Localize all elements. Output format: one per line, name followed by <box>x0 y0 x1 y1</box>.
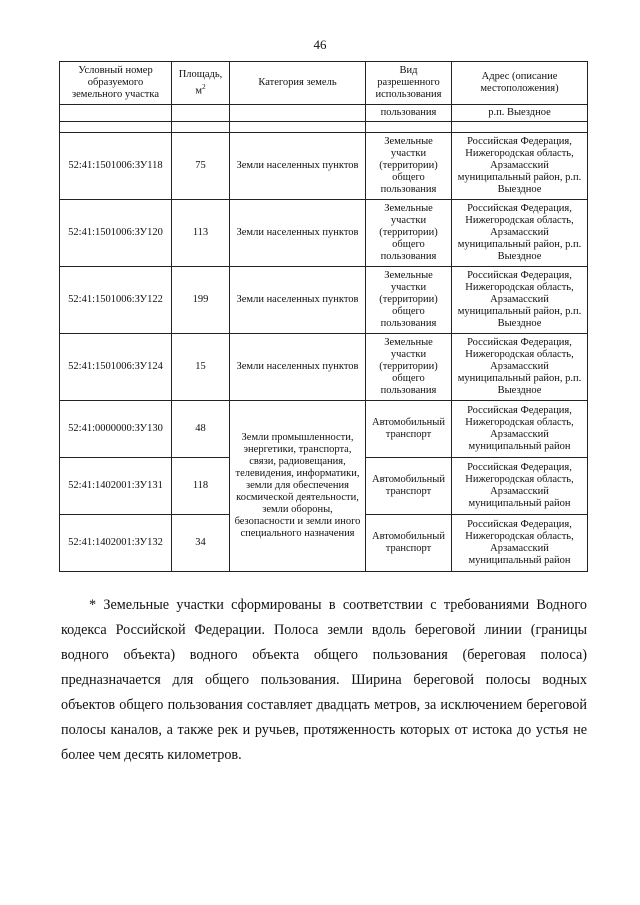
cell-number: 52:41:0000000:ЗУ130 <box>60 401 172 458</box>
cell-area: 34 <box>172 515 230 572</box>
continuation-row <box>60 105 588 122</box>
cell-use: Автомобильный транспорт <box>366 515 452 572</box>
cell-use: Земельные участки (территории) общего пользования <box>366 200 452 267</box>
header-use: Вид разрешенного использования <box>366 62 452 105</box>
empty-row <box>60 122 588 133</box>
footnote <box>61 593 587 768</box>
cell-use: пользования <box>366 105 452 122</box>
cell-category-merged: Земли промышленности, энергетики, транспорта, связи, радиовещания, телевидения, информатики, земли для обеспечения космической деятельности, земли обороны, безопасности и земли иного специального назначения <box>230 401 366 572</box>
cell-use: Автомобильный транспорт <box>366 401 452 458</box>
cell-category: Земли населенных пунктов <box>230 267 366 334</box>
cell-number: 52:41:1501006:ЗУ124 <box>60 334 172 401</box>
cell-area: 48 <box>172 401 230 458</box>
cell-area: 199 <box>172 267 230 334</box>
cell-number: 52:41:1402001:ЗУ131 <box>60 458 172 515</box>
cell-use: Земельные участки (территории) общего пользования <box>366 267 452 334</box>
cell-number: 52:41:1402001:ЗУ132 <box>60 515 172 572</box>
cell-use: Земельные участки (территории) общего пользования <box>366 133 452 200</box>
header-category: Категория земель <box>230 62 366 105</box>
cell-number: 52:41:1501006:ЗУ120 <box>60 200 172 267</box>
cell-address: р.п. Выездное <box>452 105 588 122</box>
cell-number: 52:41:1501006:ЗУ118 <box>60 133 172 200</box>
table-row <box>60 334 588 401</box>
cell-use: Земельные участки (территории) общего пользования <box>366 334 452 401</box>
cell-address: Российская Федерация, Нижегородская область, Арзамасский муниципальный район <box>452 458 588 515</box>
land-plots-table <box>59 61 588 572</box>
header-area: Площадь, $м^2$ <box>172 62 230 105</box>
table-row <box>60 401 588 458</box>
cell-number: 52:41:1501006:ЗУ122 <box>60 267 172 334</box>
cell-area: 75 <box>172 133 230 200</box>
cell-category: Земли населенных пунктов <box>230 334 366 401</box>
table-header-row <box>60 62 588 105</box>
table-row <box>60 200 588 267</box>
footnote-text: * Земельные участки сформированы в соответствии с требованиями Водного кодекса Российской Федерации. Полоса земли вдоль береговой линии (границы водного объекта) водного объекта общего пользования (береговая полоса) предназначается для общего пользования. Ширина береговой полосы водных объектов общего пользования составляет двадцать метров, за исключением береговой полосы каналов, а также рек и ручьев, протяженность которых от истока до устья не более чем десять километров. <box>61 597 587 763</box>
page-number: 46 <box>313 37 327 52</box>
cell-address: Российская Федерация, Нижегородская область, Арзамасский муниципальный район, р.п. Выездное <box>452 334 588 401</box>
cell-area: 118 <box>172 458 230 515</box>
header-address: Адрес (описание местоположения) <box>452 62 588 105</box>
cell-category: Земли населенных пунктов <box>230 200 366 267</box>
cell-address: Российская Федерация, Нижегородская область, Арзамасский муниципальный район <box>452 515 588 572</box>
cell-area: 113 <box>172 200 230 267</box>
table-row <box>60 267 588 334</box>
cell-address: Российская Федерация, Нижегородская область, Арзамасский муниципальный район <box>452 401 588 458</box>
cell-address: Российская Федерация, Нижегородская область, Арзамасский муниципальный район, р.п. Выездное <box>452 267 588 334</box>
cell-address: Российская Федерация, Нижегородская область, Арзамасский муниципальный район, р.п. Выездное <box>452 133 588 200</box>
cell-address: Российская Федерация, Нижегородская область, Арзамасский муниципальный район, р.п. Выездное <box>452 200 588 267</box>
header-number: Условный номер образуемого земельного участка <box>60 62 172 105</box>
cell-area: 15 <box>172 334 230 401</box>
table-row <box>60 133 588 200</box>
cell-use: Автомобильный транспорт <box>366 458 452 515</box>
cell-category: Земли населенных пунктов <box>230 133 366 200</box>
